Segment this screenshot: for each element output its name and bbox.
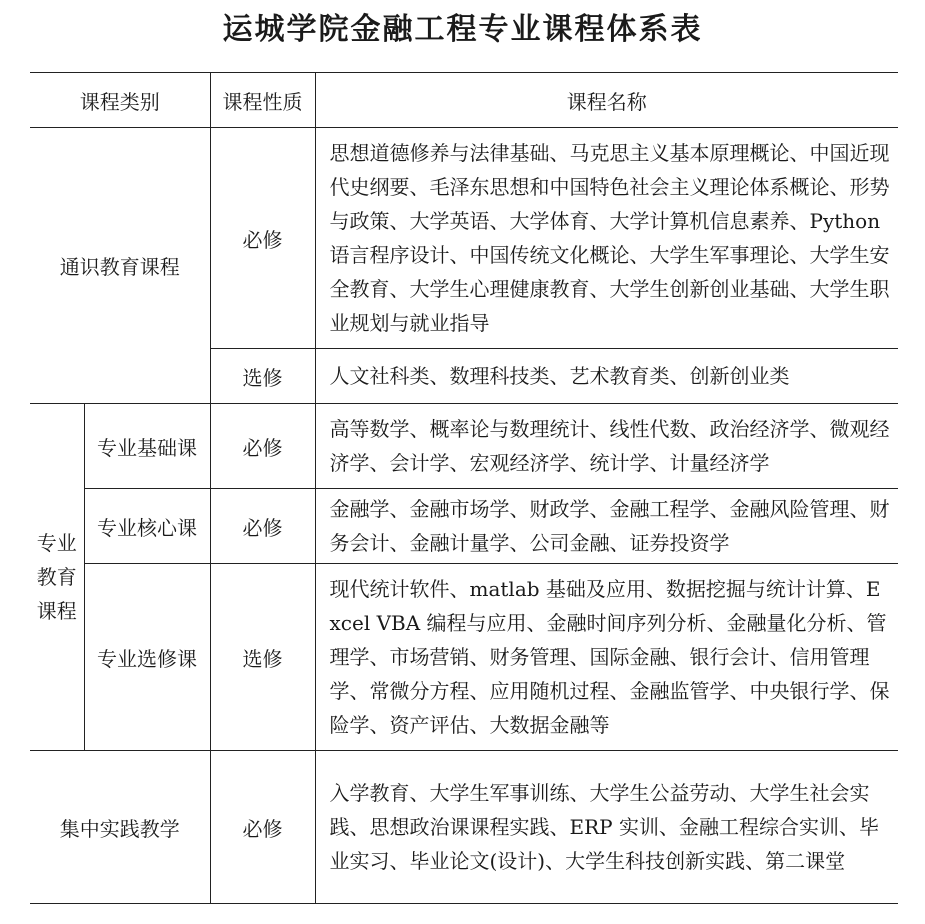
table-row (30, 564, 898, 751)
nature-cell: 选修 (210, 349, 315, 404)
nature-cell: 必修 (210, 489, 315, 564)
course-names-cell: 思想道德修养与法律基础、马克思主义基本原理概论、中国近现代史纲要、毛泽东思想和中国特色社会主义理论体系概论、形势与政策、大学英语、大学体育、大学计算机信息素养、Python 语言程序设计、中国传统文化概论、大学生军事理论、大学生安全教育、大学生心理健康教育、大学生创新创业基础、大学生职业规划与就业指导 (329, 141, 890, 335)
header-category: 课程类别 (30, 73, 210, 128)
table-row (30, 128, 898, 349)
course-names-cell: 金融学、金融市场学、财政学、金融工程学、金融风险管理、财务会计、金融计量学、公司金融、证券投资学 (315, 489, 898, 564)
curriculum-table (30, 72, 898, 904)
category-professional-line: 课程 (36, 599, 77, 623)
header-row (30, 73, 898, 128)
table-row (30, 404, 898, 489)
subcategory-basic: 专业基础课 (84, 404, 210, 489)
category-practice: 集中实践教学 (30, 751, 210, 904)
course-names-cell: 人文社科类、数理科技类、艺术教育类、创新创业类 (315, 349, 898, 404)
nature-cell: 必修 (210, 404, 315, 489)
subcategory-core: 专业核心课 (84, 489, 210, 564)
category-professional-line: 教育 (36, 565, 77, 589)
header-names: 课程名称 (315, 73, 898, 128)
category-professional (30, 404, 84, 751)
table-row (30, 751, 898, 904)
nature-cell: 必修 (210, 751, 315, 904)
course-names-cell: 入学教育、大学生军事训练、大学生公益劳动、大学生社会实践、思想政治课课程实践、ERP 实训、金融工程综合实训、毕业实习、毕业论文(设计)、大学生科技创新实践、第二课堂 (315, 751, 898, 904)
subcategory-elective: 专业选修课 (84, 564, 210, 751)
page-title: 运城学院金融工程专业课程体系表 (222, 12, 703, 47)
table-row (30, 489, 898, 564)
category-professional-line: 专业 (36, 531, 77, 555)
nature-cell: 选修 (210, 564, 315, 751)
header-nature: 课程性质 (210, 73, 315, 128)
category-general: 通识教育课程 (30, 128, 210, 404)
course-names-cell: 现代统计软件、matlab 基础及应用、数据挖掘与统计计算、Excel VBA 编程与应用、金融时间序列分析、金融量化分析、管理学、市场营销、财务管理、国际金融、银行会计、信用管理学、常微分方程、应用随机过程、金融监管学、中央银行学、保险学、资产评估、大数据金融等 (315, 564, 898, 751)
nature-cell: 必修 (210, 128, 315, 349)
course-names-cell: 高等数学、概率论与数理统计、线性代数、政治经济学、微观经济学、会计学、宏观经济学、统计学、计量经济学 (315, 404, 898, 489)
